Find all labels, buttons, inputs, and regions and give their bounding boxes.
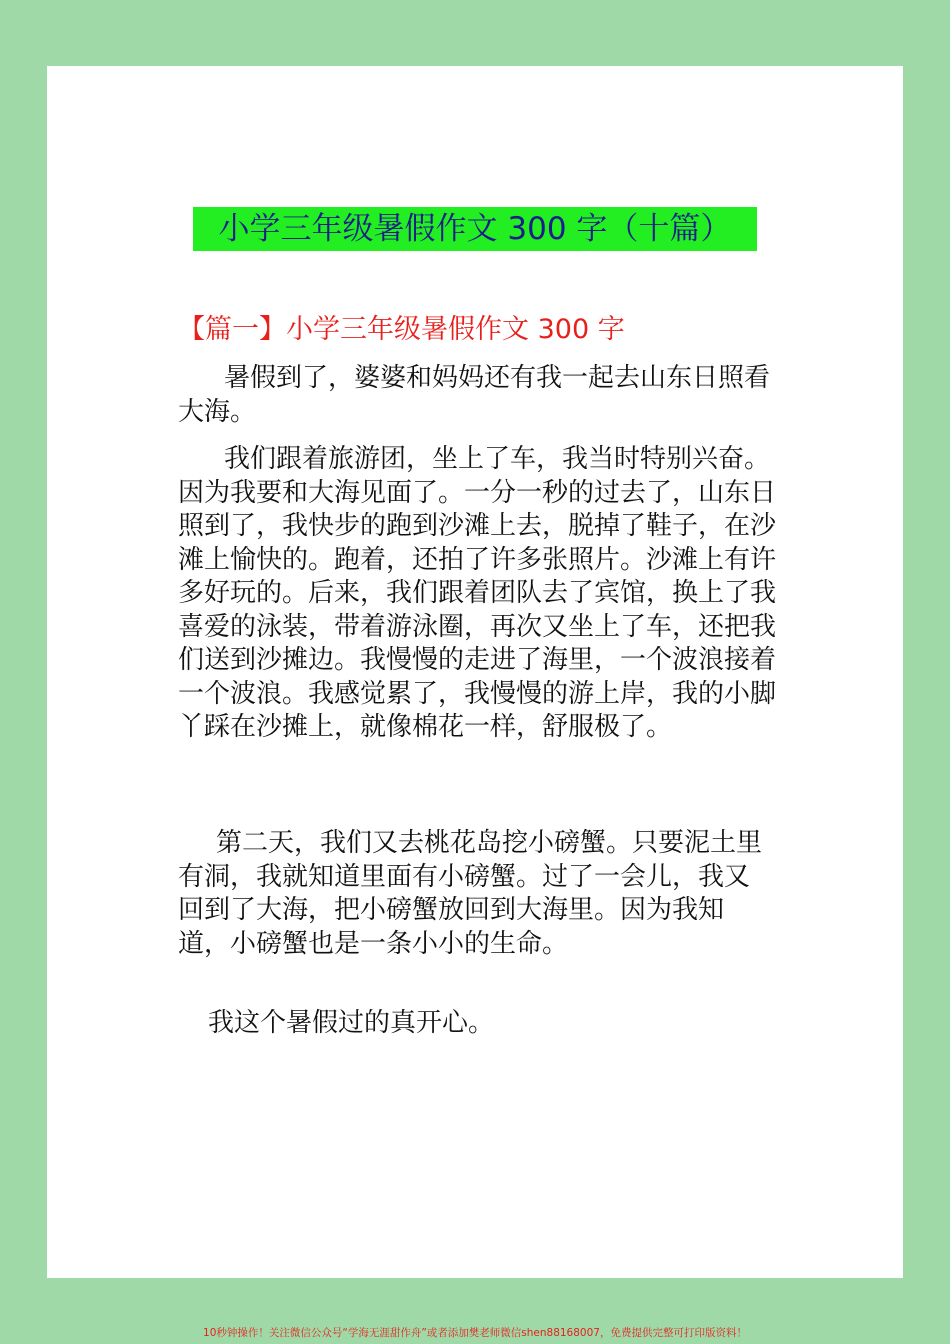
- paragraph-4: 我这个暑假过的真开心。: [208, 1008, 495, 1038]
- essay-heading: 【篇一】小学三年级暑假作文 300 字: [178, 314, 625, 345]
- document-title: 小学三年级暑假作文 300 字（十篇）: [193, 207, 757, 251]
- paragraph-2: 我们跟着旅游团，坐上了车，我当时特别兴奋。因为我要和大海见面了。一分一秒的过去了，山东日照到了，我快步的跑到沙滩上去，脱掉了鞋子，在沙滩上愉快的。跑着，还拍了许多张照片。沙滩上有许多好玩的。后来，我们跟着团队去了宾馆，换上了我喜爱的泳装，带着游泳圈，再次又坐上了车，还把我们送到沙摊边。我慢慢的走进了海里，一个波浪接着一个波浪。我感觉累了，我慢慢的游上岸，我的小脚丫踩在沙摊上，就像棉花一样，舒服极了。: [178, 444, 777, 742]
- paragraph-1: 暑假到了，婆婆和妈妈还有我一起去山东日照看大海。: [178, 363, 771, 427]
- paragraph-3: 第二天，我们又去桃花岛挖小磅蟹。只要泥土里有洞，我就知道里面有小磅蟹。过了一会儿，我又回到了大海，把小磅蟹放回到大海里。因为我知道，小磅蟹也是一条小小的生命。: [178, 828, 763, 959]
- footer-promo-note: 10秒钟操作！关注微信公众号“学海无涯甜作舟”或者添加樊老师微信shen88168007，免费提供完整可打印版资料！: [203, 1327, 747, 1339]
